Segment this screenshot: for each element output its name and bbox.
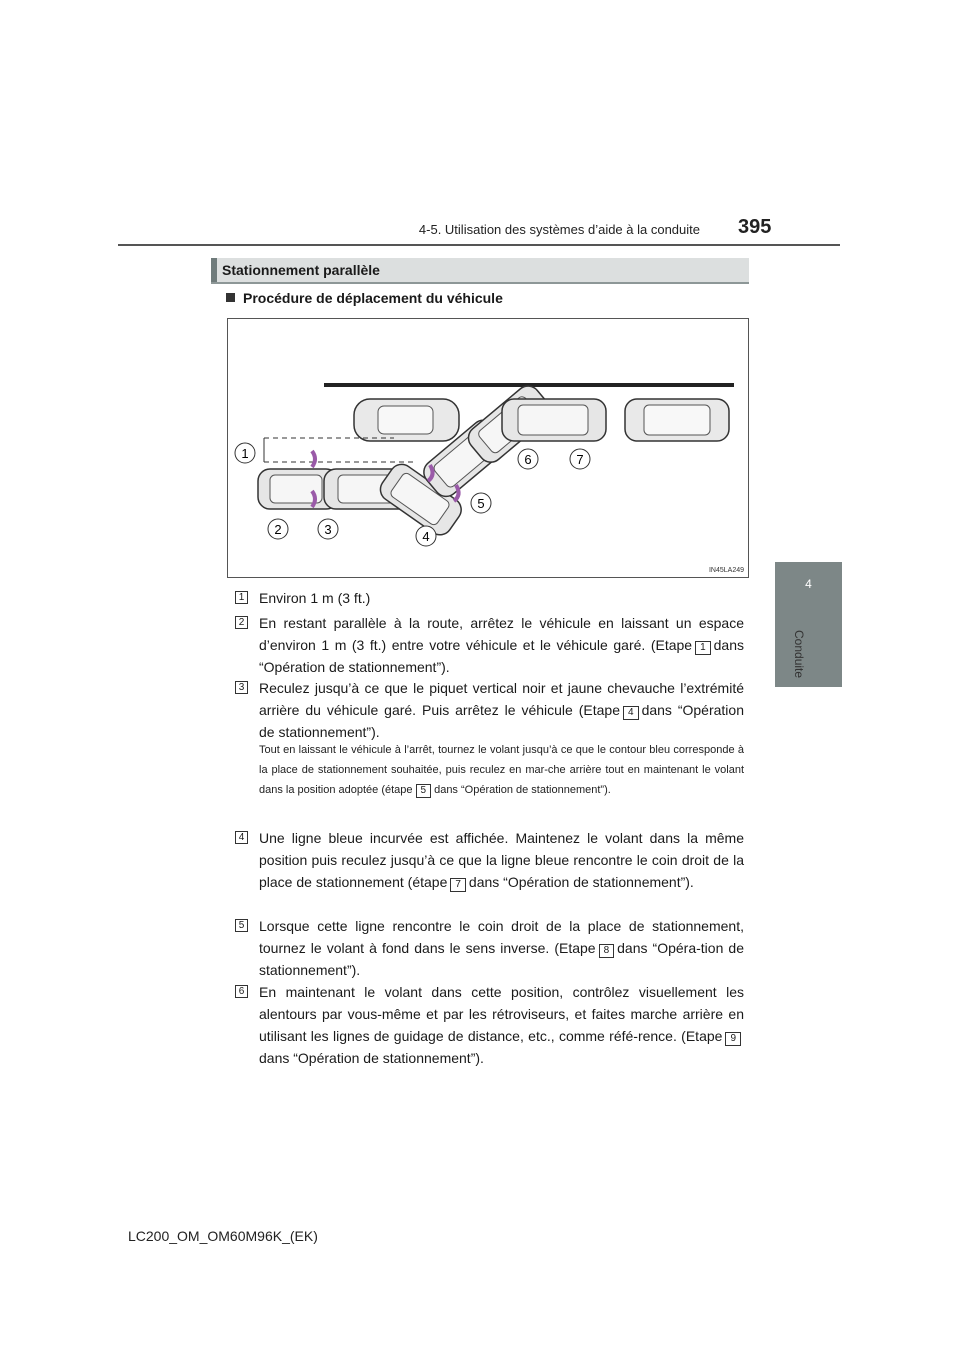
item-text: Une ligne bleue incurvée est affichée. Maintenez le volant dans la même position puis reculez jusqu’à ce que la ligne bleue rencontre le coin droit de la place de stationnement (étape 7 dans “Opération de stationnement”).: [259, 830, 744, 890]
step-reference: 5: [416, 784, 432, 798]
step-reference: 7: [450, 878, 466, 892]
square-bullet-icon: [226, 293, 235, 302]
running-header: 4-5. Utilisation des systèmes d’aide à la conduite: [418, 222, 700, 237]
callout-6: [518, 449, 538, 469]
svg-text:5: 5: [477, 496, 485, 511]
list-item: [237, 915, 744, 981]
figure-id: IN45LA249: [708, 567, 744, 574]
callout-3: [318, 519, 338, 539]
step-reference: 8: [599, 944, 615, 958]
step-reference: 4: [623, 706, 639, 720]
parked-car-rear: [625, 399, 729, 441]
svg-text:7: 7: [576, 452, 584, 467]
item-number: 1: [235, 591, 248, 604]
callout-1: [235, 443, 255, 463]
list-item: [237, 587, 744, 609]
item-text: Environ 1 m (3 ft.): [259, 590, 371, 606]
chapter-tab-number: 4: [805, 577, 812, 591]
callout-5: [471, 493, 491, 513]
steering-arrow-icon: [312, 451, 315, 467]
item-number: 3: [235, 681, 248, 694]
header-divider: [118, 244, 840, 246]
callout-7: [570, 449, 590, 469]
item-text: Lorsque cette ligne rencontre le coin droit de la place de stationnement, tournez le volant à fond dans le sens inverse. (Etape 8 dans “Opéra-tion de stationnement”).: [259, 918, 744, 978]
subheading: [226, 290, 503, 306]
item-number: 5: [235, 919, 248, 932]
svg-text:1: 1: [241, 446, 249, 461]
section-title: Stationnement parallèle: [222, 262, 380, 278]
document-code: LC200_OM_OM60M96K_(EK): [128, 1228, 318, 1244]
subheading-text: Procédure de déplacement du véhicule: [243, 290, 503, 306]
svg-text:2: 2: [274, 522, 282, 537]
item-text: En maintenant le volant dans cette position, contrôlez visuellement les alentours par vous-même et par les rétroviseurs, et faites marche arrière en utilisant les lignes de guidage de distance, etc., comme réfé-rence. (Etape 9dans “Opération de stationnement”).: [259, 984, 744, 1066]
list-item: [237, 612, 744, 678]
parking-diagram-svg: [228, 319, 748, 577]
section-title-rule: [211, 282, 749, 284]
parked-car-front: [354, 399, 459, 441]
step-reference: 1: [695, 641, 711, 655]
page-number: 395: [738, 216, 772, 238]
item-text: Reculez jusqu’à ce que le piquet vertical noir et jaune chevauche l’extrémité arrière du véhicule garé. Puis arrêtez le véhicule (Etape 4 dans “Opération de stationnement”).: [259, 680, 744, 740]
item-number: 6: [235, 985, 248, 998]
chapter-tab-label: Conduite: [792, 630, 806, 679]
list-item: [237, 981, 744, 1069]
item-number: 4: [235, 831, 248, 844]
callout-4: [416, 526, 436, 546]
item-number: 2: [235, 616, 248, 629]
callout-2: [268, 519, 288, 539]
note-text: Tout en laissant le véhicule à l’arrêt, tournez le volant jusqu’à ce que le contour bleu corresponde à la place de stationnement souhaitée, puis reculez en mar-che arrière tout en maintenant le volant dans la position adoptée (étape 5 dans “Opération de stationnement”).: [259, 744, 744, 796]
svg-text:6: 6: [524, 452, 532, 467]
parking-illustration: [227, 318, 749, 578]
list-item: [237, 827, 744, 893]
vehicle-position-final: [502, 399, 606, 441]
step-reference: 9: [725, 1032, 741, 1046]
list-item: [237, 677, 744, 743]
svg-text:3: 3: [324, 522, 332, 537]
item-text: En restant parallèle à la route, arrêtez le véhicule en laissant un espace d’environ 1 m (3 ft.) entre votre véhicule et le véhicule garé. (Etape 1 dans “Opération de stationnement”).: [259, 615, 744, 675]
svg-text:4: 4: [422, 529, 430, 544]
